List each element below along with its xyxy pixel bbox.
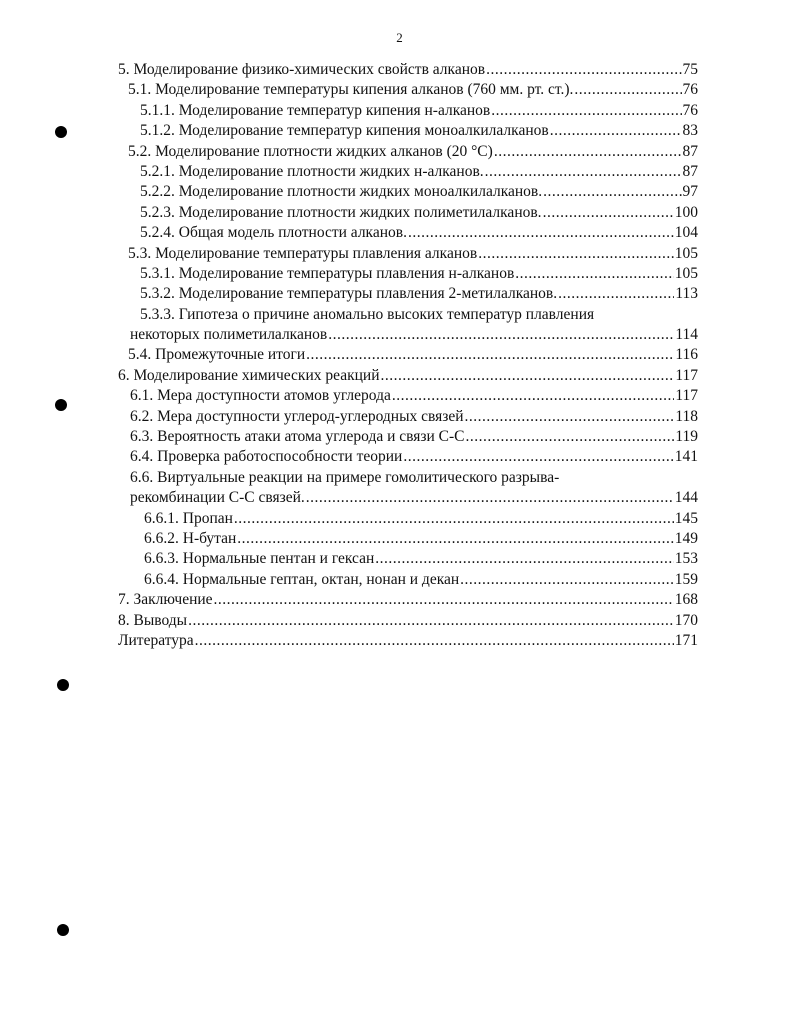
toc-dot-leader: [465, 407, 675, 427]
toc-entry: [118, 203, 698, 223]
toc-dot-leader: [306, 488, 674, 508]
toc-entry-first-line: [118, 468, 698, 488]
toc-dot-leader: [543, 203, 674, 223]
toc-entry: [118, 366, 698, 386]
toc-dot-leader: [381, 366, 675, 386]
toc-entry-page: 145: [674, 509, 698, 527]
toc-entry: [118, 121, 698, 141]
toc-entry: [118, 142, 698, 162]
toc-entry-page: 149: [674, 529, 698, 547]
toc-entry-page: 76: [682, 81, 698, 99]
toc-entry: [118, 590, 698, 610]
toc-entry: [118, 611, 698, 631]
toc-entry: [118, 631, 698, 651]
toc-dot-leader: [550, 121, 682, 141]
toc-entry: [118, 101, 698, 121]
toc-entry: [118, 284, 698, 304]
toc-entry: [118, 386, 698, 406]
toc-dot-leader: [491, 101, 681, 121]
toc-entry-title: 5.2. Моделирование плотности жидких алканов (20 °С): [128, 142, 493, 160]
toc-entry-title: 5.1. Моделирование температуры кипения алканов (760 мм. рт. ст.).: [128, 81, 574, 99]
toc-entry-page: 113: [675, 285, 698, 303]
toc-entry-page: 159: [674, 570, 698, 588]
binder-hole-3: [57, 679, 69, 691]
toc-entry-page: 119: [675, 428, 698, 446]
toc-entry-title: 5.2.4. Общая модель плотности алканов.: [140, 224, 407, 242]
toc-entry: [118, 182, 698, 202]
toc-entry: [118, 427, 698, 447]
toc-dot-leader: [485, 162, 682, 182]
toc-entry-title: 6.6.2. Н-бутан: [144, 529, 237, 547]
toc-dot-leader: [392, 386, 674, 406]
toc-dot-leader: [214, 590, 674, 610]
toc-entry-page: 116: [675, 346, 698, 364]
toc-dot-leader: [328, 325, 674, 345]
toc-dot-leader: [403, 447, 673, 467]
toc-entry-title: рекомбинации С-С связей.: [130, 489, 305, 507]
toc-entry-title: 5.2.1. Моделирование плотности жидких н-алканов.: [140, 162, 484, 180]
toc-entry-title: 5.4. Промежуточные итоги: [128, 346, 306, 364]
toc-entry-title: 6.6.3. Нормальные пентан и гексан: [144, 550, 375, 568]
page-number: 2: [396, 30, 403, 45]
toc-dot-leader: [188, 611, 674, 631]
toc-entry-title-line1: 6.6. Виртуальные реакции на примере гомолитического разрыва-: [130, 468, 560, 486]
toc-entry-page: 118: [675, 407, 698, 425]
toc-entry: [118, 447, 698, 467]
table-of-contents: [118, 60, 698, 651]
toc-entry-title: Литература: [118, 631, 194, 649]
toc-entry-title: 6.6.4. Нормальные гептан, октан, нонан и декан: [144, 570, 460, 588]
toc-dot-leader: [375, 549, 673, 569]
toc-dot-leader: [234, 509, 674, 529]
toc-entry-page: 97: [682, 183, 698, 201]
toc-dot-leader: [306, 345, 674, 365]
toc-entry-page: 153: [674, 550, 698, 568]
toc-entry-title: 6.1. Мера доступности атомов углерода: [130, 387, 391, 405]
toc-entry: [118, 549, 698, 569]
toc-dot-leader: [558, 284, 674, 304]
toc-entry-page: 114: [675, 326, 698, 344]
toc-entry-title: 5.1.2. Моделирование температур кипения моноалкилалканов: [140, 122, 549, 140]
toc-entry-page: 144: [674, 489, 698, 507]
toc-entry-page: 171: [674, 631, 698, 649]
toc-entry-title: 6.3. Вероятность атаки атома углерода и связи С-С: [130, 428, 465, 446]
toc-entry-page: 105: [674, 244, 698, 262]
toc-entry-page: 104: [674, 224, 698, 242]
toc-entry-page: 168: [674, 591, 698, 609]
toc-entry: [118, 80, 698, 100]
toc-entry: [118, 264, 698, 284]
toc-entry-title: 5.3. Моделирование температуры плавления алканов: [128, 244, 478, 262]
toc-entry: [118, 509, 698, 529]
toc-entry-page: 87: [682, 142, 698, 160]
toc-dot-leader: [460, 570, 674, 590]
toc-entry-title: некоторых полиметилалканов: [130, 326, 328, 344]
toc-entry-title: 5.2.2. Моделирование плотности жидких моноалкилалканов.: [140, 183, 543, 201]
toc-dot-leader: [237, 529, 673, 549]
toc-dot-leader: [543, 182, 681, 202]
toc-entry: [118, 529, 698, 549]
binder-hole-4: [57, 924, 69, 936]
toc-entry-title: 5.2.3. Моделирование плотности жидких полиметилалканов.: [140, 203, 542, 221]
toc-dot-leader: [466, 427, 675, 447]
toc-entry-page: 87: [682, 162, 698, 180]
toc-entry-page: 117: [675, 366, 698, 384]
toc-dot-leader: [515, 264, 673, 284]
toc-entry: [118, 223, 698, 243]
toc-entry-title: 6.4. Проверка работоспособности теории: [130, 448, 403, 466]
toc-entry-title: 7. Заключение: [118, 591, 213, 609]
toc-entry-page: 100: [674, 203, 698, 221]
toc-entry-title: 5.1.1. Моделирование температур кипения н-алканов: [140, 101, 491, 119]
toc-entry-title: 6.6.1. Пропан: [144, 509, 233, 527]
toc-entry-page: 117: [675, 387, 698, 405]
toc-entry-title: 8. Выводы: [118, 611, 188, 629]
toc-entry: [118, 325, 698, 345]
toc-entry-page: 170: [674, 611, 698, 629]
toc-entry-title: 5. Моделирование физико-химических свойств алканов: [118, 60, 486, 78]
toc-entry-title: 6. Моделирование химических реакций: [118, 366, 380, 384]
toc-entry-page: 83: [682, 122, 698, 140]
toc-entry: [118, 345, 698, 365]
toc-entry: [118, 407, 698, 427]
toc-entry-page: 141: [674, 448, 698, 466]
toc-dot-leader: [478, 244, 674, 264]
toc-dot-leader: [195, 631, 674, 651]
toc-entry-title: 5.3.1. Моделирование температуры плавления н-алканов: [140, 264, 515, 282]
toc-entry: [118, 570, 698, 590]
toc-entry: [118, 60, 698, 80]
toc-entry-first-line: [118, 305, 698, 325]
toc-entry-page: 76: [682, 101, 698, 119]
toc-entry-title: 6.2. Мера доступности углерод-углеродных связей: [130, 407, 464, 425]
toc-entry-page: 105: [674, 264, 698, 282]
toc-entry: [118, 488, 698, 508]
toc-entry: [118, 244, 698, 264]
binder-hole-1: [55, 126, 67, 138]
toc-dot-leader: [494, 142, 682, 162]
toc-dot-leader: [486, 60, 681, 80]
toc-entry-page: 75: [682, 60, 698, 78]
binder-hole-2: [55, 399, 67, 411]
toc-entry-title-line1: 5.3.3. Гипотеза о причине аномально высоких температур плавления: [140, 305, 595, 323]
toc-dot-leader: [408, 223, 674, 243]
toc-dot-leader: [574, 80, 681, 100]
toc-entry-title: 5.3.2. Моделирование температуры плавления 2-метилалканов.: [140, 285, 558, 303]
toc-entry: [118, 162, 698, 182]
